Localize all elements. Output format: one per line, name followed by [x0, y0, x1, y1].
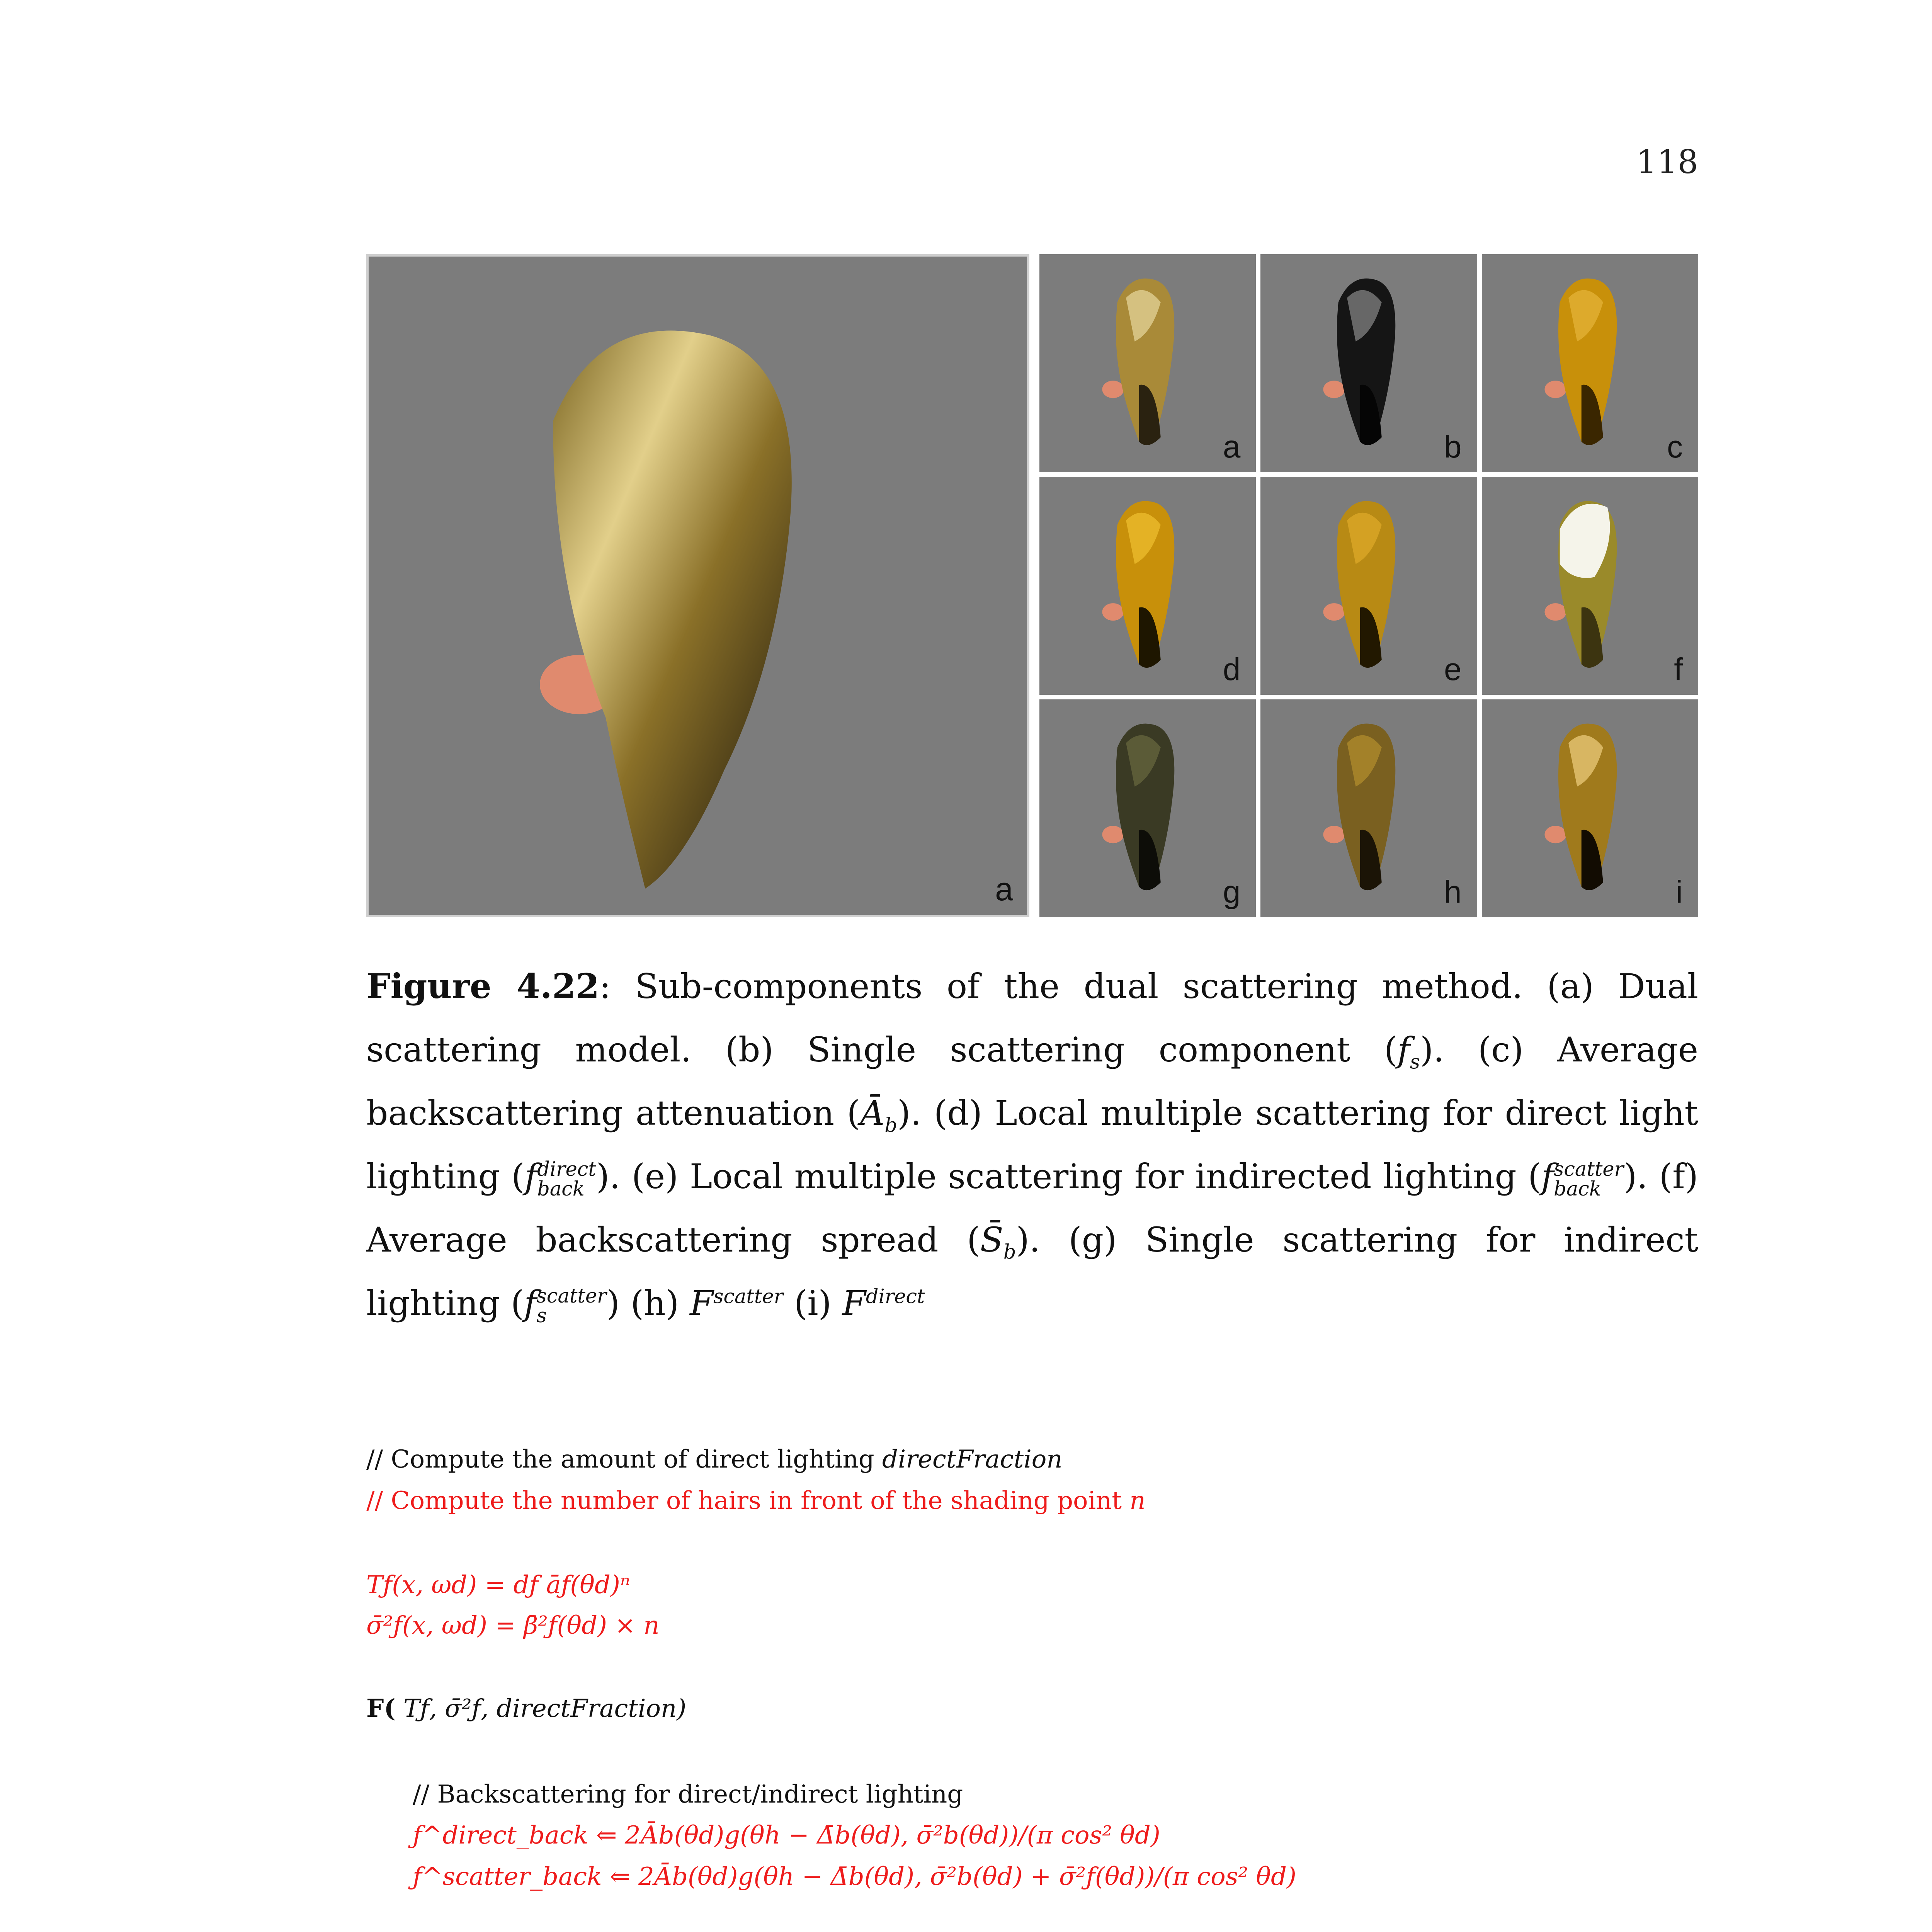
equation-transmittance: Tƒ(x, ωd) = dƒ āƒ(θd)ⁿ — [366, 1571, 630, 1599]
panel-label: f — [1674, 652, 1683, 687]
figure-panel — [1482, 477, 1698, 695]
figure-caption: Figure 4.22: Sub-components of the dual scattering method. (a) Dual scattering model. (b) Single scattering component $(f_s)$. (c) Average backscattering attenuation $(Ā_b)$. (d) Local multiple scattering for direct light lighting (f direct back ). (e) Local multiple scattering for indirected lighting (f scatter back ). (f) Average backscattering spread $(S̄_b)$. (g) Single scattering for indirect lighting (f scatter s ) (h) $F^{scatter}$ (i) $F^{direct}$ — [366, 966, 1699, 1328]
panel-label: i — [1675, 874, 1683, 910]
equation-variance: σ̄²ƒ(x, ωd) = β̄²ƒ(θd) × n — [366, 1611, 660, 1640]
figure-panel — [1482, 254, 1698, 472]
figure-panel — [1260, 254, 1477, 472]
equation-back-scatter: ƒ^scatter_back ⇐ 2Āb(θd)g(θh − Δ̄b(θd), σ̄²b(θd) + σ̄²ƒ(θd))/(π cos² θd) — [413, 1862, 1296, 1891]
code-comment-hair-count: // Compute the number of hairs in front of the shading point n — [366, 1486, 1146, 1515]
panel-label: a — [995, 871, 1013, 907]
function-signature: F( Tƒ, σ̄²ƒ, directFraction) — [366, 1694, 687, 1723]
panel-label: b — [1444, 429, 1462, 464]
panel-label: h — [1444, 874, 1462, 910]
panel-label: d — [1223, 652, 1241, 687]
panel-label: e — [1444, 652, 1462, 687]
code-comment-direct-fraction: // Compute the amount of direct lighting directFraction — [366, 1445, 1063, 1474]
figure-panel — [1039, 254, 1256, 472]
figure-panel-main — [366, 254, 1029, 917]
code-comment-backscattering: // Backscattering for direct/indirect lighting — [413, 1780, 963, 1809]
figure-4-22 — [366, 254, 1698, 917]
panel-label: g — [1223, 874, 1241, 910]
hair-render-main — [369, 257, 1027, 915]
equation-back-direct: ƒ^direct_back ⇐ 2Āb(θd)g(θh − Δ̄b(θd), σ̄²b(θd))/(π cos² θd) — [413, 1821, 1160, 1850]
figure-label: Figure 4.22 — [366, 966, 600, 1006]
figure-panel — [1039, 477, 1256, 695]
panel-label: c — [1667, 429, 1683, 464]
figure-panel-grid — [1039, 254, 1698, 917]
figure-panel — [1260, 477, 1477, 695]
figure-panel — [1482, 699, 1698, 917]
figure-panel — [1039, 699, 1256, 917]
panel-label: a — [1223, 429, 1241, 464]
figure-panel — [1260, 699, 1477, 917]
page-number: 118 — [1636, 143, 1698, 181]
